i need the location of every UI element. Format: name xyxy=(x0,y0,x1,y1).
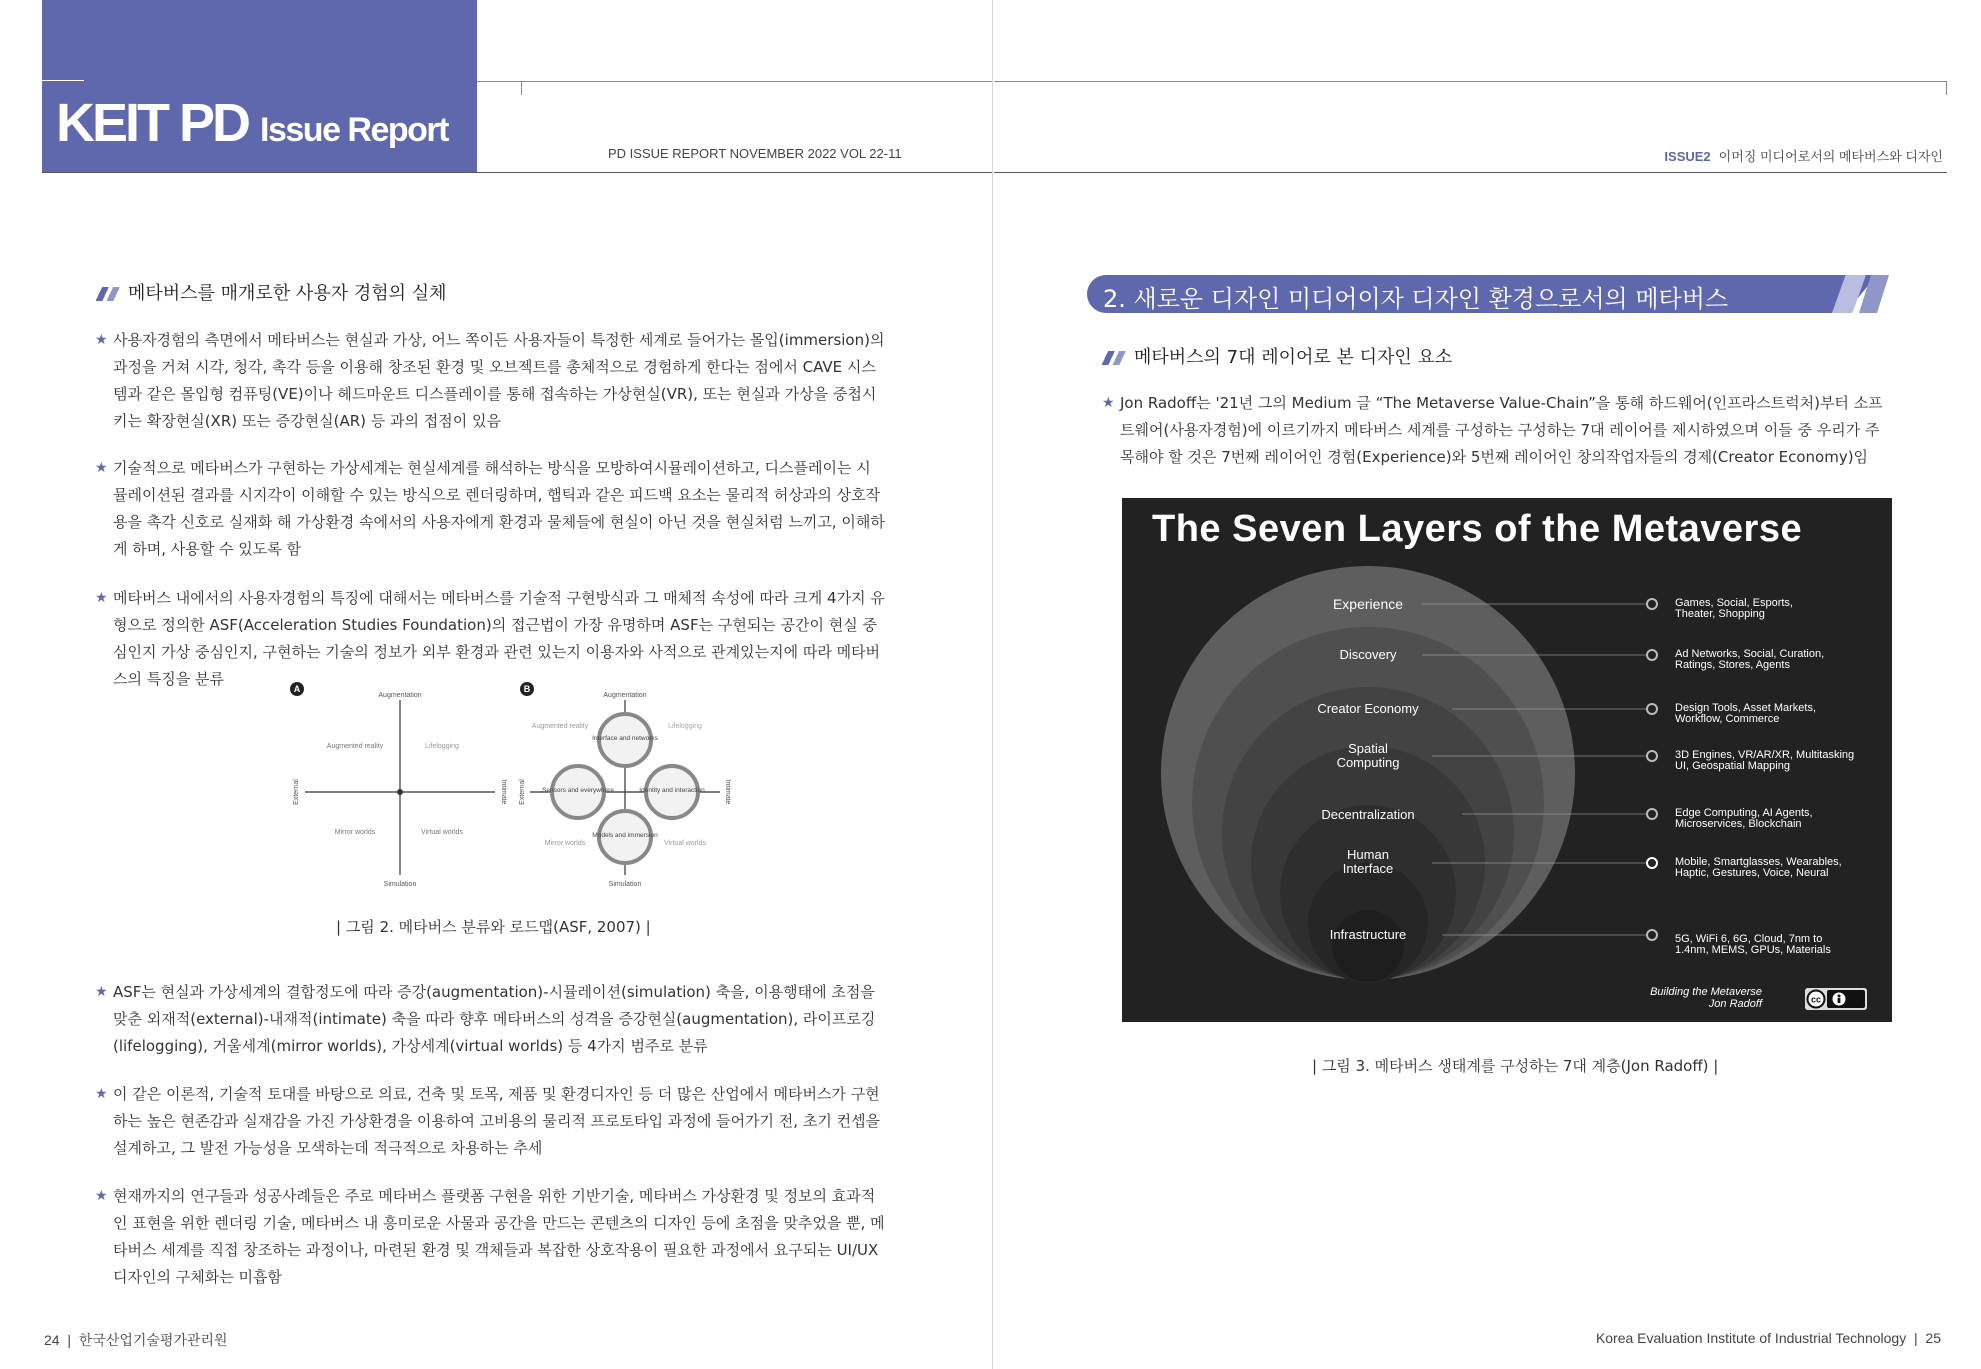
layer-desc-line: Microservices, Blockchain xyxy=(1675,818,1802,830)
axis-left-b: External xyxy=(519,779,526,805)
layer-label-human-interface: Human Interface xyxy=(1342,847,1394,876)
node-interface-label: Interface and networks xyxy=(592,735,658,742)
axis-right-a: Intimate xyxy=(500,779,507,805)
cc-icon xyxy=(1805,988,1867,1010)
quadrant-a-1: Augmented reality xyxy=(326,743,384,750)
layer-desc-line: Theater, Shopping xyxy=(1675,608,1765,620)
header-rule-right xyxy=(994,172,1947,173)
quadrant-b-2: Lifelogging xyxy=(668,723,702,730)
layer-desc-line: Ratings, Stores, Agents xyxy=(1675,659,1790,671)
layer-marker xyxy=(1646,703,1658,715)
brand-main-text: KEIT PD xyxy=(56,93,249,153)
bullet-item xyxy=(95,1081,885,1162)
layer-marker xyxy=(1646,857,1658,869)
layer-desc-human-interface xyxy=(1675,857,1842,879)
quadrant-a-2: Lifelogging xyxy=(425,743,459,750)
page-number: 24 xyxy=(44,1332,60,1348)
axis-bottom-b: Simulation xyxy=(608,881,642,888)
star-icon: ★ xyxy=(95,1188,108,1204)
brand-title xyxy=(56,92,448,154)
layer-desc-line: 5G, WiFi 6, 6G, Cloud, 7nm to xyxy=(1675,933,1823,945)
layer-desc-line: 1.4nm, MEMS, GPUs, Materials xyxy=(1675,944,1831,956)
layer-ring xyxy=(1332,910,1404,982)
quadrant-b-1: Augmented reality xyxy=(531,723,589,730)
report-line: PD ISSUE REPORT NOVEMBER 2022 VOL 22-11 xyxy=(608,146,902,161)
layer-desc-line: UI, Geospatial Mapping xyxy=(1675,760,1790,772)
node-sensors-label: Sensors and everywhere xyxy=(542,787,614,794)
slash-icon xyxy=(96,287,120,301)
layer-desc-line: 3D Engines, VR/AR/XR, Multitasking xyxy=(1675,749,1855,761)
layer-label-infrastructure: Infrastructure xyxy=(1329,927,1407,942)
credit-line: Building the Metaverse xyxy=(1650,986,1762,998)
axis-right-b: Intimate xyxy=(724,779,731,805)
star-icon: ★ xyxy=(95,460,108,476)
asf-figure xyxy=(280,680,740,895)
bullet-text: Jon Radoff는 '21년 그의 Medium 글 “The Metaverse Value-Chain”을 통해 하드웨어(인프라스트럭처)부터 소프트웨어(사용자경험)에 이르기까지 메타버스 세계를 구성하는 구성하는 7대 레이어를 제시하였으며 이들 중 우리가 주목해야 할 것은 7번째 레이어인 경험(Experience)와 5번째 레이어인 창의작업자들의 경제(Creator Economy)임 xyxy=(1120,394,1883,466)
header-tick xyxy=(521,81,522,95)
layer-label-decentralization: Decentralization xyxy=(1321,807,1415,822)
axis-bottom-a: Simulation xyxy=(383,881,417,888)
quadrant-a-4: Virtual worlds xyxy=(421,829,463,836)
figure3-title: The Seven Layers of the Metaverse xyxy=(1152,508,1803,550)
layer-marker xyxy=(1646,808,1658,820)
layer-desc-line: Haptic, Gestures, Voice, Neural xyxy=(1675,867,1829,879)
seven-layers-figure xyxy=(1122,498,1892,1022)
credit-line: Jon Radoff xyxy=(1708,998,1762,1010)
quadrant-b-4: Virtual worlds xyxy=(664,840,706,847)
layer-desc-infrastructure xyxy=(1675,934,1831,956)
quadrant-a-3: Mirror worlds xyxy=(334,829,376,836)
layer-desc-line: Edge Computing, AI Agents, xyxy=(1675,807,1813,819)
bullet-item xyxy=(95,327,885,435)
bullet-item xyxy=(95,1183,885,1291)
bullet-text: ASF는 현실과 가상세계의 결합정도에 따라 증강(augmentation)-시뮬레이션(simulation) 축을, 이용행태에 초점을 맞춘 외재적(external)-내재적(intimate) 축을 따라 향후 메타버스의 성격을 증강현실(augmentation), 라이프로깅(lifelogging), 거울세계(mirror worlds), 가상세계(virtual worlds) 등 4가지 범주로 분류 xyxy=(113,983,876,1055)
layer-label-experience: Experience xyxy=(1332,596,1404,612)
layer-desc-discovery xyxy=(1675,649,1824,671)
right-section-heading xyxy=(1102,343,1452,369)
issue-header xyxy=(1664,146,1943,165)
cc-text: cc xyxy=(1810,994,1822,1005)
layer-label-discovery: Discovery xyxy=(1339,647,1397,662)
left-heading-text: 메타버스를 매개로한 사용자 경험의 실체 xyxy=(128,283,447,304)
bullet-text: 사용자경험의 측면에서 메타버스는 현실과 가상, 어느 쪽이든 사용자들이 특정한 세계로 들어가는 몰입(immersion)의 과정을 거쳐 시각, 청각, 촉각 등을 이용해 창조된 환경 및 오브젝트를 총체적으로 경험하게 한다는 점에서 CAVE 시스템과 같은 몰입형 컴퓨팅(VE)이나 헤드마운트 디스플레이를 통해 접속하는 가상현실(VR), 또는 현실과 가상을 중첩시키는 확장현실(XR) 또는 증강현실(AR) 등 과의 접점이 있음 xyxy=(113,331,885,430)
star-icon: ★ xyxy=(95,590,108,606)
header-top-rule-right xyxy=(994,81,1947,82)
cc-license-badge xyxy=(1805,988,1867,1010)
footer-org: Korea Evaluation Institute of Industrial Technology xyxy=(1595,1330,1907,1346)
header-top-rule-left xyxy=(477,81,992,82)
section-banner xyxy=(1087,275,1887,313)
node-identity-label: Identity and interaction xyxy=(639,787,705,794)
bullet-text: 기술적으로 메타버스가 구현하는 가상세계는 현실세계를 해석하는 방식을 모방하여시뮬레이션하고, 디스플레이는 시뮬레이션된 결과를 시지각이 이해할 수 있는 방식으로 렌더링하며, 햅틱과 같은 피드백 요소는 물리적 허상과의 상호작용을 촉각 신호로 실재화 해 가상환경 속에서의 사용자에게 환경과 물체들에 현실이 아닌 것을 현실처럼 느끼고, 이해하게 하며, 사용할 수 있도록 함 xyxy=(113,459,885,558)
layer-marker xyxy=(1646,750,1658,762)
page-number: 25 xyxy=(1925,1330,1941,1346)
badge-a-label: A xyxy=(293,684,301,694)
star-icon: ★ xyxy=(1102,395,1115,411)
footer-right: Korea Evaluation Institute of Industrial Technology | 25 xyxy=(1595,1330,1941,1346)
bullet-text: 이 같은 이론적, 기술적 토대를 바탕으로 의료, 건축 및 토목, 제품 및 환경디자인 등 더 많은 산업에서 메타버스가 구현하는 높은 현존감과 실재감을 가진 가상환경을 이용하여 고비용의 물리적 프로토타입 과정에 들어가기 전, 초기 컨셉을 설계하고, 그 발전 가능성을 모색하는데 적극적으로 차용하는 추세 xyxy=(113,1085,881,1157)
layer-marker xyxy=(1646,649,1658,661)
layer-desc-experience xyxy=(1675,598,1793,620)
axis-left-a: External xyxy=(293,779,300,805)
bullet-text: 현재까지의 연구들과 성공사례들은 주로 메타버스 플랫폼 구현을 위한 기반기술, 메타버스 가상환경 및 정보의 효과적인 표현을 위한 렌더링 기술, 메타버스 내 흥미로운 사물과 공간을 만드는 콘텐츠의 디자인 등에 초점을 맞추었을 뿐, 메타버스 세계를 직접 창조하는 과정이나, 마련된 환경 및 객체들과 복잡한 상호작용이 필요한 과정에서 요구되는 UI/UX 디자인의 구체화는 미흡함 xyxy=(113,1187,885,1286)
layer-label-creator-economy: Creator Economy xyxy=(1317,701,1419,716)
footer-left: 24 | 한국산업기술평가관리원 xyxy=(44,1332,228,1348)
layer-desc-spatial-computing xyxy=(1675,750,1854,772)
axis-top-b: Augmentation xyxy=(603,692,647,699)
brand-sub-text: Issue Report xyxy=(260,111,448,149)
issue-title: 이머징 미디어로서의 메타버스와 디자인 xyxy=(1718,149,1943,164)
right-heading-text: 메타버스의 7대 레이어로 본 디자인 요소 xyxy=(1134,347,1453,368)
footer-org: 한국산업기술평가관리원 xyxy=(78,1332,228,1348)
layer-label-spatial-computing: Spatial Computing xyxy=(1336,741,1400,770)
header-tick-right xyxy=(1946,81,1947,95)
figure2-caption: | 그림 2. 메타버스 분류와 로드맵(ASF, 2007) | xyxy=(336,918,651,936)
star-icon: ★ xyxy=(95,1086,108,1102)
node-models-label: Models and immersion xyxy=(592,832,658,839)
bullet-item xyxy=(95,455,885,563)
left-section-heading xyxy=(96,279,446,305)
bullet-item xyxy=(1102,390,1892,471)
layer-desc-line: Mobile, Smartglasses, Wearables, xyxy=(1675,856,1842,868)
figure3-caption: | 그림 3. 메타버스 생태계를 구성하는 7대 계층(Jon Radoff) | xyxy=(1312,1057,1719,1075)
figure3-credit xyxy=(1642,986,1762,1010)
bullet-item xyxy=(95,585,885,693)
layer-desc-creator-economy xyxy=(1675,703,1816,725)
layer-desc-line: Workflow, Commerce xyxy=(1675,713,1780,725)
slash-icon xyxy=(1102,351,1126,365)
star-icon: ★ xyxy=(95,984,108,1000)
brand-accent-line xyxy=(42,80,84,81)
layer-desc-line: Ad Networks, Social, Curation, xyxy=(1675,648,1825,660)
quadrant-b-3: Mirror worlds xyxy=(544,840,586,847)
layer-marker xyxy=(1646,929,1658,941)
layer-desc-line: Design Tools, Asset Markets, xyxy=(1675,702,1817,714)
layer-marker xyxy=(1646,598,1658,610)
badge-b-label: B xyxy=(523,684,531,694)
page-gutter xyxy=(992,0,993,1369)
bullet-text: 메타버스 내에서의 사용자경험의 특징에 대해서는 메타버스를 기술적 구현방식과 그 매체적 속성에 따라 크게 4가지 유형으로 정의한 ASF(Acceleration Studies Foundation)의 접근법이 가장 유명하며 ASF는 구현되는 공간이 현실 중심인지 가상 중심인지, 구현하는 기술의 정보가 외부 환경과 관련 있는지 이용자와 사적으로 관계있는지에 따라 메타버스의 특징을 분류 xyxy=(113,589,885,688)
star-icon: ★ xyxy=(95,332,108,348)
layer-desc-decentralization xyxy=(1675,808,1813,830)
bullet-item xyxy=(95,979,885,1060)
axis-top-a: Augmentation xyxy=(378,692,422,699)
issue-label: ISSUE2 xyxy=(1664,149,1711,164)
banner-title: 2. 새로운 디자인 미디어이자 디자인 환경으로서의 메타버스 xyxy=(1103,285,1729,313)
header-rule-left xyxy=(42,172,992,173)
layer-desc-line: Games, Social, Esports, xyxy=(1675,597,1793,609)
